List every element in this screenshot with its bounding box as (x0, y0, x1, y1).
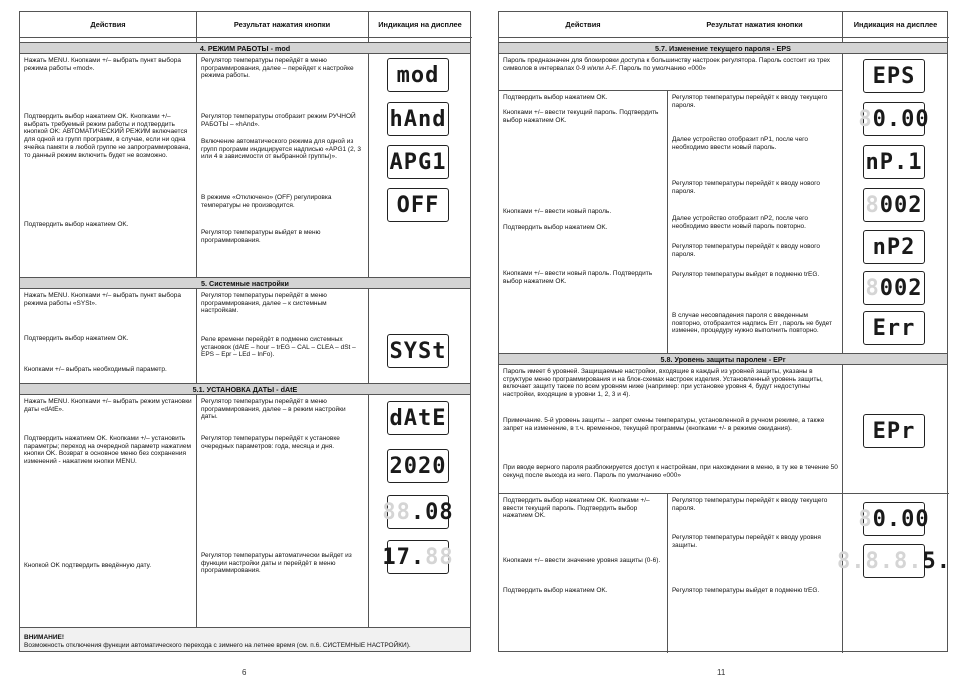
lcd-display: SYSt (387, 334, 449, 368)
result-text: Далее устройство отобразит nP1, после чего необходимо ввести новый пароль. (672, 136, 809, 151)
note-title: ВНИМАНИЕ! (24, 634, 65, 641)
intro-text: Пароль предназначен для блокировки доступа к большинству настроек регулятора. Пароль состоит из трех символов в интервалах 0-9 и/или A-F. Пароль по умолчанию «000» (503, 57, 831, 72)
result-text: Регулятор температуры перейдёт к вводу нового пароля. (672, 243, 820, 258)
col-header-actions: Действия (499, 12, 667, 38)
lcd-display: EPS (863, 59, 925, 93)
result-text: Регулятор температуры перейдёт к установке очередных параметров: года, месяца и дня. (201, 435, 340, 450)
result-text: В режиме «Отключено» (OFF) регулировка температуры не производится. (201, 194, 332, 209)
section-title-change-password: 5.7. Изменение текущего пароля - EPS (499, 42, 947, 54)
result-text: Регулятор температуры автоматически выйдет из функции настройки даты и перейдёт в меню программирования. (201, 552, 352, 575)
result-text: Регулятор температуры отобразит режим РУЧНОЙ РАБОТЫ – «hAnd». (201, 113, 356, 128)
lcd-display: 8002 (863, 271, 925, 305)
row-divider (499, 493, 949, 494)
lcd-display: dAtE (387, 401, 449, 435)
lcd-display: 8.8.8.5. (863, 544, 925, 578)
result-text: Регулятор температуры выйдет в меню программирования. (201, 229, 321, 244)
result-text: Регулятор температуры перейдёт к вводу текущего пароля. (672, 497, 828, 512)
action-text: Подтвердить выбор нажатием OK. Кнопками +/– выбрать требуемый режим работы и подтвердить кнопкой OK: АВТОМАТИЧЕСКИЙ РЕЖИМ включается для одной из групп программ, в случае, если ни одна ячейка памяти в любой группе не запрограммирована, то данный режим включить будет не возможно. (24, 113, 191, 159)
intro-text: При вводе верного пароля разблокируется доступ к настройкам, при нахождении в меню, в ту же в течение 50 секунд после выхода из него. Пароль по умолчанию «000» (503, 464, 838, 479)
row-divider (499, 90, 842, 91)
result-text: Регулятор температуры выйдет в подменю trEG. (672, 271, 820, 278)
lcd-display: 2020 (387, 449, 449, 483)
result-text: Регулятор температуры перейдёт к вводу нового пароля. (672, 180, 820, 195)
lcd-display: 80.00 (863, 502, 925, 536)
warning-note (20, 627, 470, 651)
section-title-system: 5. Системные настройки (20, 277, 470, 289)
lcd-display: hAnd (387, 102, 449, 136)
lcd-display: nP.1 (863, 145, 925, 179)
lcd-display: APG1 (387, 145, 449, 179)
section-title-date: 5.1. УСТАНОВКА ДАТЫ - dAtE (20, 383, 470, 395)
action-text: Подтвердить выбор нажатием OK. Кнопками +/– ввести текущий пароль. Подтвердить выбор нажатием OK. (503, 497, 650, 520)
lcd-display: EPr (863, 414, 925, 448)
action-text: Подтвердить выбор нажатием OK. (24, 221, 129, 228)
col-header-result: Результат нажатия кнопки (667, 12, 842, 38)
intro-text: Пароль имеет 6 уровней. Защищаемые настройки, входящие в каждый из уровней защиты, указаны в структуре меню программирования и на блок-схемах настроек изделия. Установленный уровень защиты, включает защиту также по всем уровням ниже (например: при установке уровня 4, будут недоступны настройки, входящие в уровни 1, 2, 3 и 4). (503, 368, 823, 399)
lcd-display: Err (863, 311, 925, 345)
lcd-display: 80.00 (863, 102, 925, 136)
action-text: Подтвердить выбор нажатием OK. (24, 335, 129, 342)
lcd-display: OFF (387, 188, 449, 222)
right-page (498, 11, 951, 677)
action-text: Кнопками +/– ввести текущий пароль. Подтвердить выбор нажатием OK. (503, 109, 659, 124)
lcd-display: 17.88 (387, 540, 449, 574)
action-text: Кнопками +/– ввести новый пароль. (503, 208, 612, 215)
action-text: Кнопкой OK подтвердить введённую дату. (24, 562, 152, 569)
page-number: 6 (242, 668, 247, 677)
column-divider (667, 91, 668, 354)
action-text: Нажать MENU. Кнопками +/– выбрать пункт выбора режима работы «SYSt». (24, 292, 181, 307)
result-text: Регулятор температуры перейдёт в меню программирования, далее – перейдет к настройке режима работы. (201, 57, 354, 80)
result-text: Далее устройство отобразит nP2, после чего необходимо ввести новый пароль повторно. (672, 215, 809, 230)
action-text: Кнопками +/– выбрать необходимый параметр. (24, 366, 167, 373)
col-header-display: Индикация на дисплее (368, 12, 472, 38)
lcd-display: nP2 (863, 230, 925, 264)
action-text: Подтвердить нажатием OK. Кнопками +/– установить параметры; переход на очередной параметр нажатием кнопки OK. Возврат в основное меню без сохранения изменений - нажатием кнопки MENU. (24, 435, 191, 466)
result-text: Регулятор температуры перейдёт в меню программирования, далее – к системным настройкам. (201, 292, 327, 315)
action-text: Подтвердить выбор нажатием OK. (503, 224, 608, 231)
lcd-display: 8002 (863, 188, 925, 222)
result-text: Регулятор температуры выйдет в подменю trEG. (672, 587, 820, 594)
section-title-password-level: 5.8. Уровень защиты паролем - EPr (499, 353, 947, 365)
action-text: Подтвердить выбор нажатием OK. (503, 587, 608, 594)
intro-text: Примечание. 5-й уровень защиты – запрет смены температуры, установленной в ручном режиме, а также запрет на изменение, в т.ч. временное, текущей программы (кнопками +/- в режиме ожидания). (503, 417, 825, 432)
col-header-display: Индикация на дисплее (842, 12, 949, 38)
action-text: Нажать MENU. Кнопками +/– выбрать режим установки даты «dAtE». (24, 398, 192, 413)
result-text: Включение автоматического режима для одной из групп программ индицируется надписью «APG1 (2, 3 или 4 в зависимости от выбранной группы)». (201, 138, 361, 161)
result-text: Реле времени перейдёт в подменю системных установок (dAtE – hour – trEG – CAL – CLEA – dSt – EPS – Epr – LEd – InFo). (201, 336, 356, 359)
column-divider (368, 12, 369, 627)
lcd-display: 88.08 (387, 495, 449, 529)
action-text: Кнопками +/– ввести новый пароль. Подтвердить выбор нажатием OK. (503, 270, 653, 285)
left-page (19, 11, 471, 677)
col-header-result: Результат нажатия кнопки (196, 12, 368, 38)
lcd-display: mod (387, 58, 449, 92)
col-header-actions: Действия (20, 12, 196, 38)
column-divider (667, 494, 668, 653)
section-title-mode: 4. РЕЖИМ РАБОТЫ - mod (20, 42, 470, 54)
note-text: Возможность отключения функции автоматического перехода с зимнего на летнее время (см. п.6. СИСТЕМНЫЕ НАСТРОЙКИ). (24, 642, 411, 649)
result-text: Регулятор температуры перейдёт к вводу текущего пароля. (672, 94, 828, 109)
column-divider (196, 12, 197, 627)
result-text: Регулятор температуры перейдёт к вводу уровня защиты. (672, 534, 821, 549)
result-text: Регулятор температуры перейдёт в меню программирования, далее – в режим настройки даты. (201, 398, 346, 421)
action-text: Подтвердить выбор нажатием OK. (503, 94, 608, 101)
page-number: 11 (717, 668, 726, 677)
result-text: В случае несовпадения пароля с введенным повторно, отобразится надпись Err , пароль не будет изменен, процедуру нужно выполнить повторно. (672, 312, 833, 335)
action-text: Нажать MENU. Кнопками +/– выбрать пункт выбора режима работы «mod». (24, 57, 181, 72)
action-text: Кнопками +/– ввести значение уровня защиты (0-6). (503, 557, 661, 564)
